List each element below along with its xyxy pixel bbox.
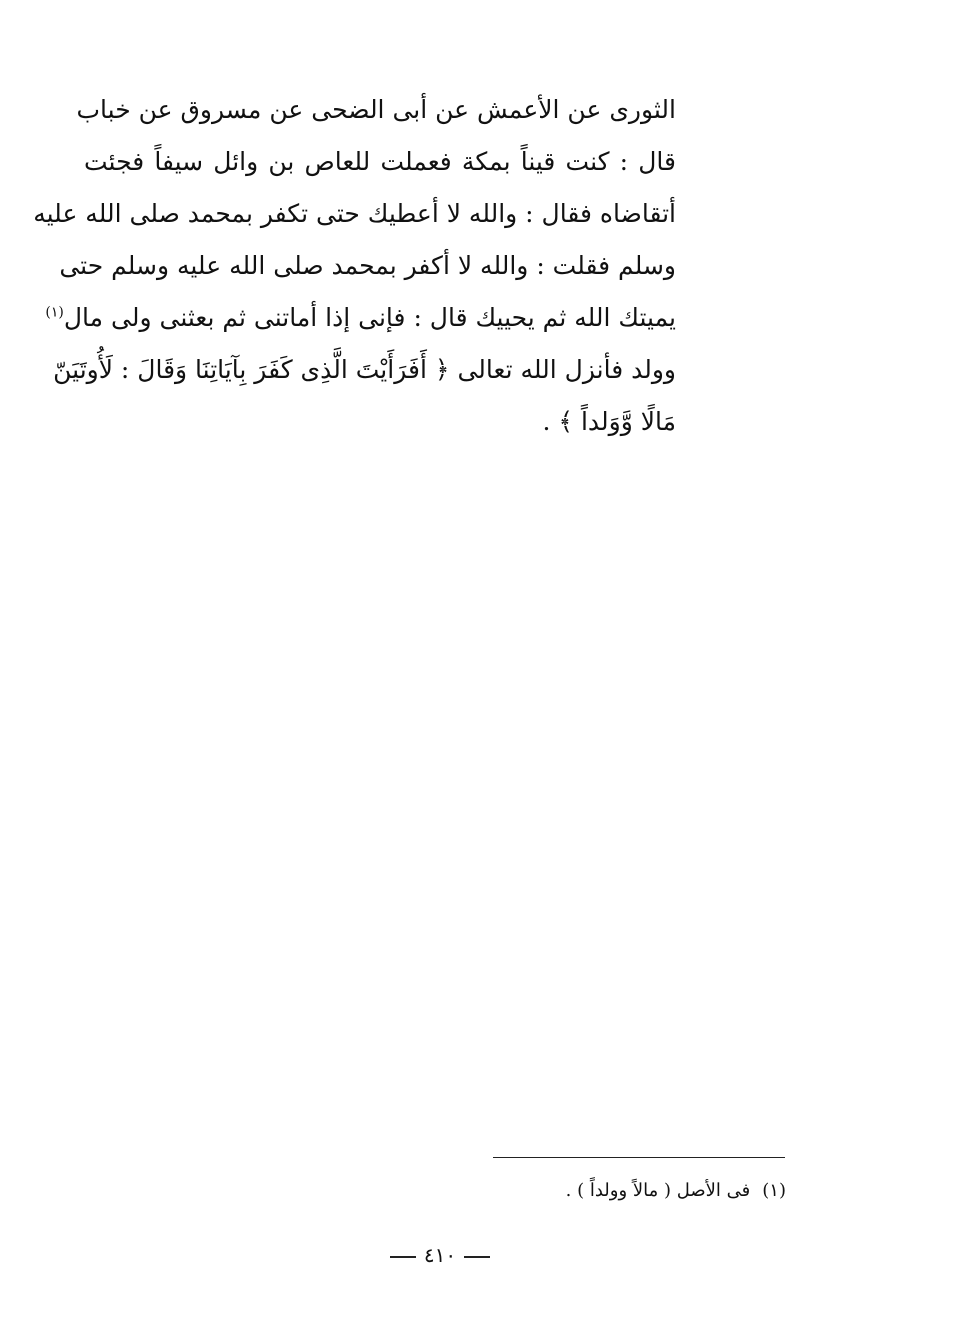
text-line-1: الثورى عن الأعمش عن أبى الضحى عن مسروق عن خباب bbox=[76, 95, 676, 124]
text-line-3: أتقاضاه فقال : والله لا أعطيك حتى تكفر بمحمد صلى الله عليه bbox=[33, 199, 676, 228]
footnote-reference: (١) bbox=[45, 304, 64, 321]
text-line-4: وسلم فقلت : والله لا أكفر بمحمد صلى الله عليه وسلم حتى bbox=[59, 251, 676, 280]
page-number-block bbox=[370, 1241, 510, 1269]
text-line-2: قال : كنت قيناً بمكة فعملت للعاص بن وائل سيفاً فجئت bbox=[84, 147, 676, 176]
text-line-5-wrapper bbox=[45, 292, 676, 344]
text-line-5: يميتك الله ثم يحييك قال : فإنى إذا أماتنى ثم بعثنى ولى مال bbox=[63, 303, 676, 332]
text-line-7: مَالًا وَّوَلداً ﴾ . bbox=[542, 407, 676, 436]
footnote-number: (١) bbox=[762, 1180, 786, 1201]
page-number: ٤١٠ bbox=[423, 1243, 457, 1267]
page-number-dash-right bbox=[464, 1256, 490, 1258]
body-text bbox=[33, 84, 676, 448]
page-number-dash-left bbox=[390, 1256, 416, 1258]
footnote-divider bbox=[493, 1157, 785, 1158]
footnote-text: فى الأصل ( مالاً وولداً ) . bbox=[565, 1180, 751, 1201]
footnote bbox=[420, 1178, 786, 1204]
text-line-6: وولد فأنزل الله تعالى ﴿ أَفَرَأَيْتَ الَّذِى كَفَرَ بِآيَاتِنَا وَقَالَ : لَأُوتَيَنّ bbox=[53, 355, 676, 384]
